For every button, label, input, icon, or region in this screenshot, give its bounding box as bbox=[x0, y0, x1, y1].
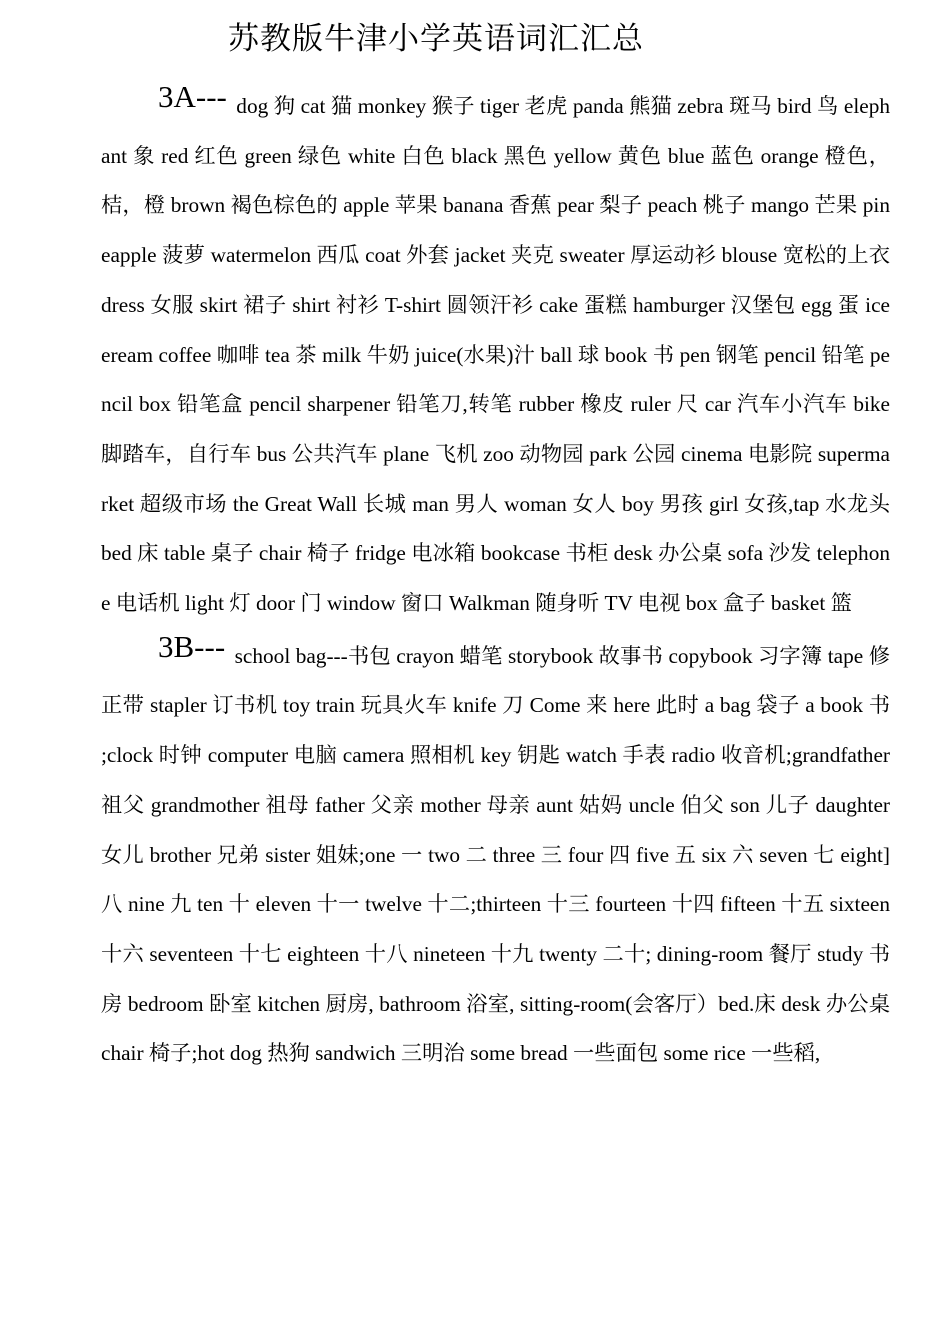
section-label-3b: 3B--- bbox=[158, 628, 226, 664]
section-label-3a: 3A--- bbox=[158, 79, 227, 114]
vocab-section-3a bbox=[101, 0, 890, 629]
section-text-3b: school bag---书包 crayon 蜡笔 storybook 故事书 copybook 习字簿 tape 修正带 stapler 订书机 toy train 玩具火车 knife 刀 Come 来 here 此时 a bag 袋子 a book 书 ;clock 时钟 computer 电脑 camera 照相机 key 钥匙 watch 手表 radio 收音机;grandfather 祖父 grandmother 祖母 father 父亲 mother 母亲 aunt 姑妈 uncle 伯父 son 儿子 daughter 女儿 brother 兄弟 sister 姐妹;one 一 two 二 three 三 four 四 five 五 six 六 seven 七 eight]八 nine 九 ten 十 eleven 十一 twelve 十二;thirteen 十三 fourteen 十四 fifteen 十五 sixteen 十六 seventeen 十七 eighteen 十八 nineteen 十九 twenty 二十; dining-room 餐厅 study 书房 bedroom 卧室 kitchen 厨房, bathroom 浴室, sitting-room(会客厅）bed.床 desk 办公桌 chair 椅子;hot dog 热狗 sandwich 三明治 some bread 一些面包 some rice 一些稻, bbox=[101, 643, 890, 1066]
vocab-section-3b bbox=[101, 628, 890, 1079]
section-text-3a: dog 狗 cat 猫 monkey 猴子 tiger 老虎 panda 熊猫 zebra 斑马 bird 鸟 elephant 象 red 红色 green 绿色 white 白色 black 黑色 yellow 黄色 blue 蓝色 orange 橙色，桔，橙 brown 褐色棕色的 apple 苹果 banana 香蕉 pear 梨子 peach 桃子 mango 芒果 pineapple 菠萝 watermelon 西瓜 coat 外套 jacket 夹克 sweater 厚运动衫 blouse 宽松的上衣 dress 女服 skirt 裙子 shirt 衬衫 T-shirt 圆领汗衫 cake 蛋糕 hamburger 汉堡包 egg 蛋 ice eream coffee 咖啡 tea 茶 milk 牛奶 juice(水果)汁 ball 球 book 书 pen 钢笔 pencil 铅笔 pencil box 铅笔盒 pencil sharpener 铅笔刀,转笔 rubber 橡皮 ruler 尺 car 汽车小汽车 bike 脚踏车，自行车 bus 公共汽车 plane 飞机 zoo 动物园 park 公园 cinema 电影院 supermarket 超级市场 the Great Wall 长城 man 男人 woman 女人 boy 男孩 girl 女孩,tap 水龙头 bed 床 table 桌子 chair 椅子 fridge 电冰箱 bookcase 书柜 desk 办公桌 sofa 沙发 telephone 电话机 light 灯 door 门 window 窗口 Walkman 随身听 TV 电视 box 盒子 basket 篮 bbox=[101, 94, 890, 616]
page-title: 苏教版牛津小学英语词汇汇总 bbox=[228, 21, 644, 57]
